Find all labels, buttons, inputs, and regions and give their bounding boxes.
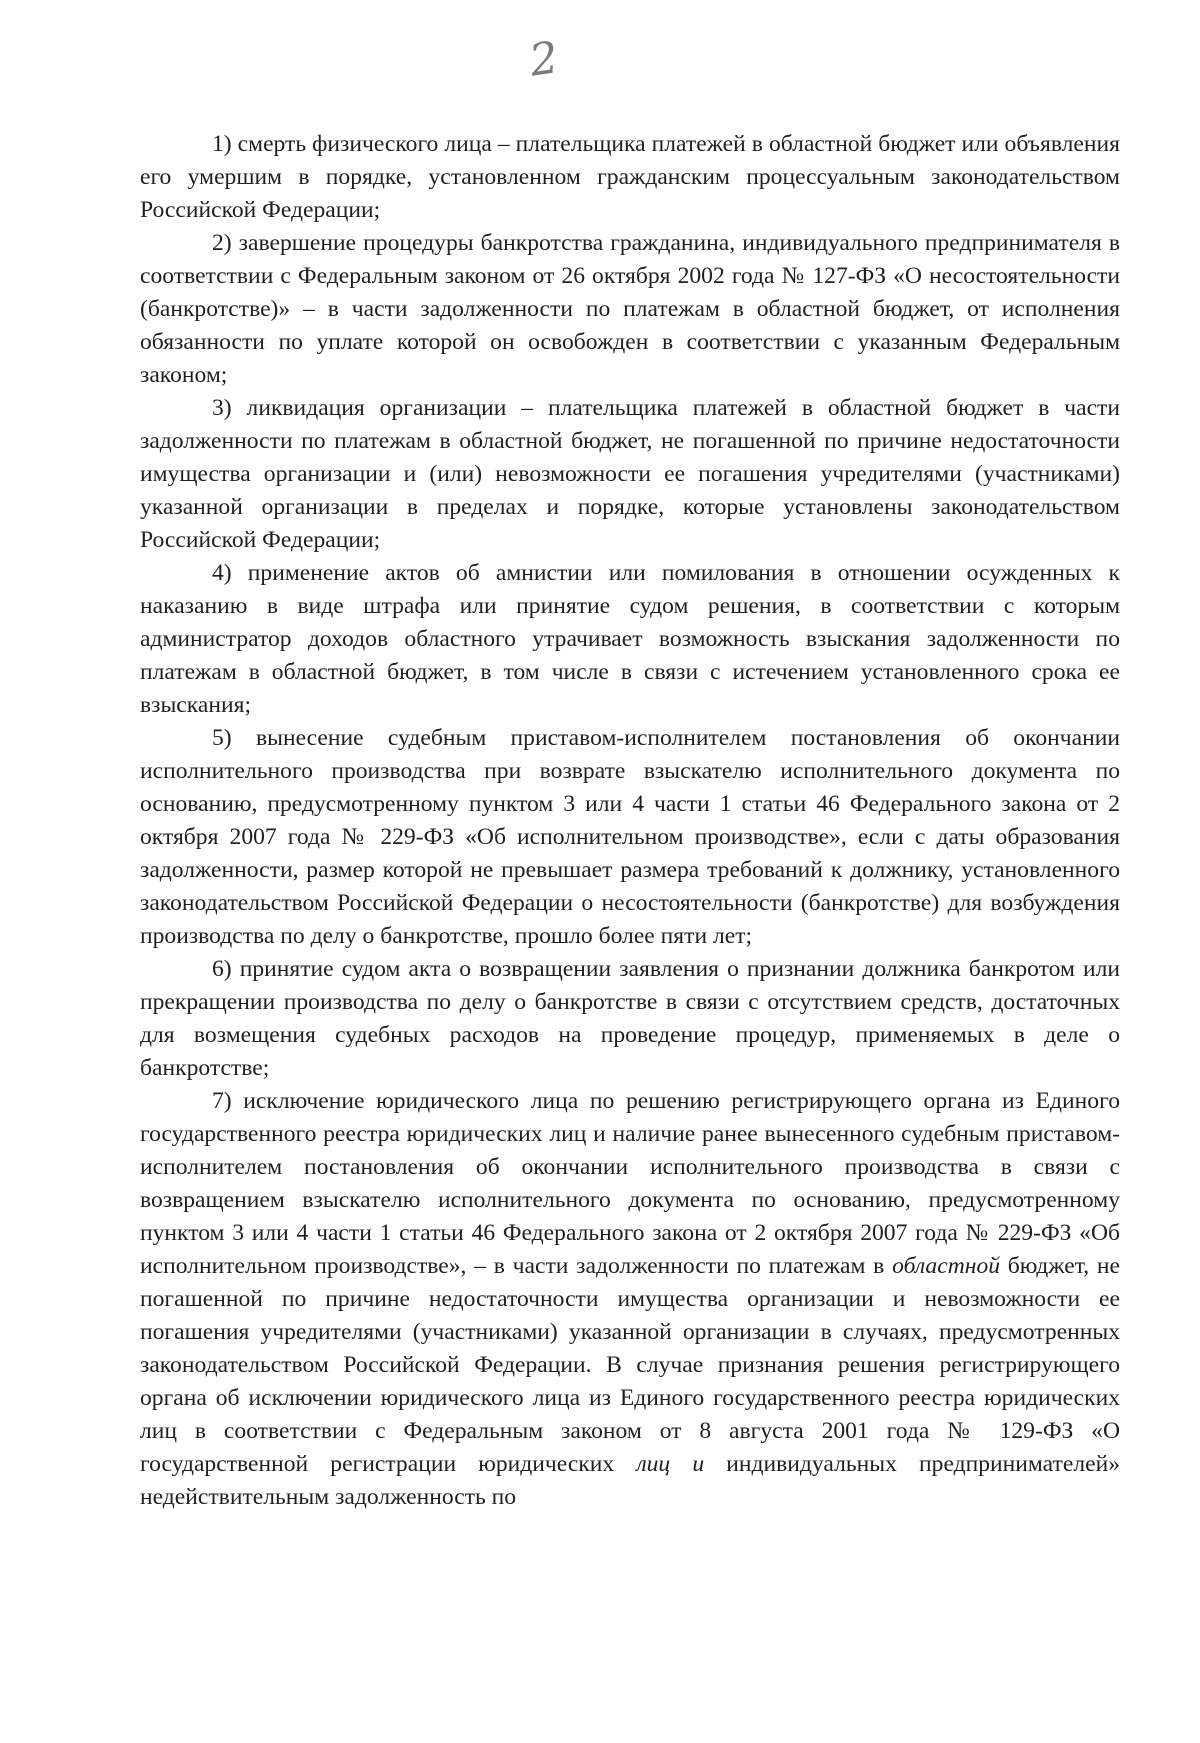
paragraph-5: 5) вынесение судебным приставом-исполнителем постановления об окончании исполнительного производства при возврате взыскателю исполнительного документа по основанию, предусмотренному пунктом 3 или 4 части 1 статьи 46 Федерального закона от 2 октября 2007 года № 229-ФЗ «Об исполнительном производстве», если с даты образования задолженности, размер которой не превышает размера требований к должнику, установленного законодательством Российской Федерации о несостоятельности (банкротстве) для возбуждения производства по делу о банкротстве, прошло более пяти лет;: [140, 725, 1120, 949]
paragraph-1: 1) смерть физического лица – плательщика платежей в областной бюджет или объявления его умершим в порядке, установленном гражданским процессуальным законодательством Российской Федерации;: [140, 131, 1120, 223]
paragraph-3: 3) ликвидация организации – плательщика платежей в областной бюджет в части задолженности по платежам в областной бюджет, не погашенной по причине недостаточности имущества организации и (или) невозможности ее погашения учредителями (участниками) указанной организации в пределах и порядке, которые установлены законодательством Российской Федерации;: [140, 395, 1120, 553]
paragraph-7-part-2: бюджет, не погашенной по причине недостаточности имущества организации и невозможности ее погашения учредителями (участниками) указанной организации в случаях, предусмотренных законодательством Российской Федерации. В случае признания решения регистрирующего органа об исключении юридического лица из Единого государственного реестра юридических лиц в соответствии с Федеральным законом от 8 августа 2001 года № 129-ФЗ «О государственной регистрации юридических: [140, 1253, 1120, 1477]
paragraph-7-part-3: индивидуальных предпринимателей» недействительным задолженность по: [140, 1451, 1120, 1510]
paragraph-7-part-1: 7) исключение юридического лица по решению регистрирующего органа из Единого государственного реестра юридических лиц и наличие ранее вынесенного судебным приставом-исполнителем постановления об окончании исполнительного производства в связи с возвращением взыскателю исполнительного документа по основанию, предусмотренному пунктом 3 или 4 части 1 статьи 46 Федерального закона от 2 октября 2007 года № 229-ФЗ «Об исполнительном производстве», – в части задолженности по платежам в: [140, 1088, 1120, 1279]
paragraph-7: [140, 1085, 1120, 1514]
paragraph-6: 6) принятие судом акта о возвращении заявления о признании должника банкротом или прекращении производства по делу о банкротстве в связи с отсутствием средств, достаточных для возмещения судебных расходов на проведение процедур, применяемых в деле о банкротстве;: [140, 956, 1120, 1081]
paragraph-2: 2) завершение процедуры банкротства гражданина, индивидуального предпринимателя в соответствии с Федеральным законом от 26 октября 2002 года № 127-ФЗ «О несостоятельности (банкротстве)» – в части задолженности по платежам в областной бюджет, от исполнения обязанности по уплате которой он освобожден в соответствии с указанным Федеральным законом;: [140, 230, 1120, 388]
paragraph-4: 4) применение актов об амнистии или помилования в отношении осужденных к наказанию в виде штрафа или принятие судом решения, в соответствии с которым администратор доходов областного утрачивает возможность взыскания задолженности по платежам в областной бюджет, в том числе в связи с истечением установленного срока ее взыскания;: [140, 560, 1120, 718]
paragraph-7-italic-1: областной: [892, 1253, 1001, 1279]
paragraph-7-italic-2: лиц и: [636, 1451, 705, 1477]
document-body: [140, 128, 1120, 1514]
page-number: 2: [526, 32, 562, 87]
